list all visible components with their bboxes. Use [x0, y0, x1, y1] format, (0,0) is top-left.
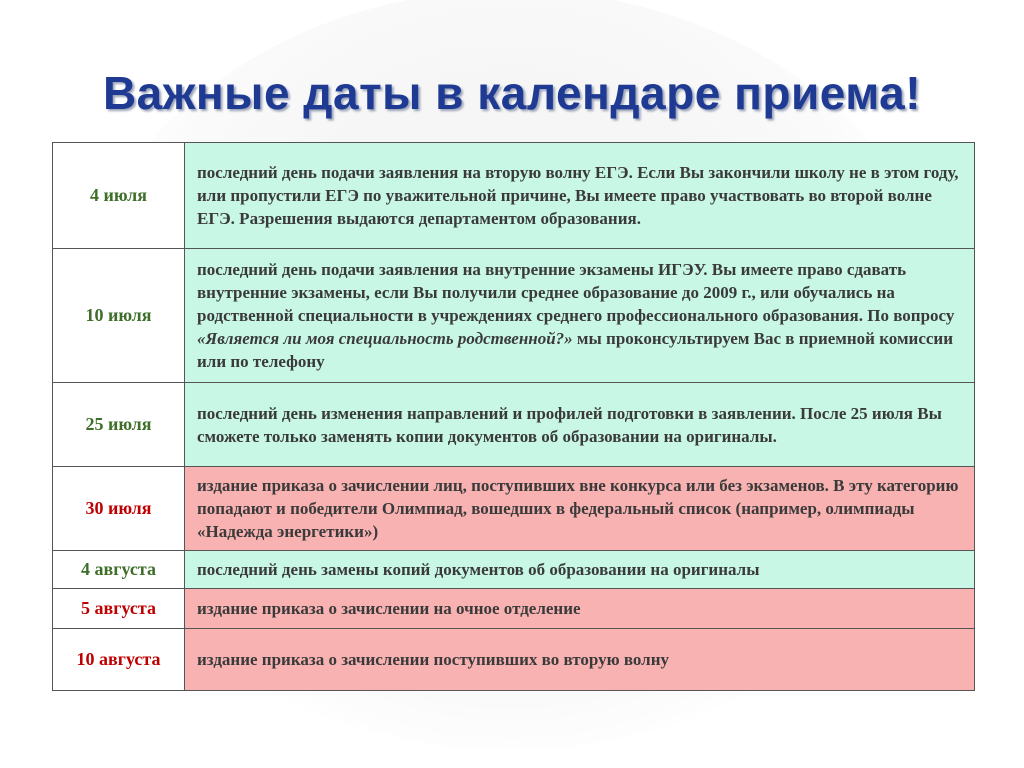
date-cell: 30 июля [53, 467, 185, 551]
table-row [53, 467, 975, 551]
description-cell: издание приказа о зачислении поступивших во вторую волну [185, 629, 975, 691]
table-row [53, 589, 975, 629]
date-cell: 4 июля [53, 143, 185, 249]
date-cell: 10 августа [53, 629, 185, 691]
description-cell: последний день подачи заявления на вторую волну ЕГЭ. Если Вы закончили школу не в этом году, или пропустили ЕГЭ по уважительной причине, Вы имеете право участвовать во второй волне ЕГЭ. Разрешения выдаются департаментом образования. [185, 143, 975, 249]
table-row [53, 249, 975, 383]
date-cell: 25 июля [53, 383, 185, 467]
description-cell: издание приказа о зачислении на очное отделение [185, 589, 975, 629]
description-cell: последний день замены копий документов об образовании на оригиналы [185, 551, 975, 589]
date-cell: 10 июля [53, 249, 185, 383]
description-text: последний день подачи заявления на внутренние экзамены ИГЭУ. Вы имеете право сдавать внутренние экзамены, если Вы получили среднее образование до 2009 г., или обучались на родственной специальности в учреждениях среднего профессионального образования. По вопросу [197, 260, 955, 325]
description-cell [185, 249, 975, 383]
table-row [53, 551, 975, 589]
admission-calendar-table [52, 142, 975, 691]
description-cell: последний день изменения направлений и профилей подготовки в заявлении. После 25 июля Вы сможете только заменять копии документов об образовании на оригиналы. [185, 383, 975, 467]
page-title: Важные даты в календаре приема! [102, 67, 922, 119]
description-text: мы проконсультируем Вас в приемной комиссии или по телефону [197, 329, 954, 371]
date-cell: 4 августа [53, 551, 185, 589]
description-cell: издание приказа о зачислении лиц, поступивших вне конкурса или без экзаменов. В эту категорию попадают и победители Олимпиад, вошедших в федеральный список (например, олимпиады «Надежда энергетики») [185, 467, 975, 551]
description-emphasis: «Является ли моя специальность родственной?» [197, 329, 573, 348]
table-row [53, 143, 975, 249]
date-cell: 5 августа [53, 589, 185, 629]
table-row [53, 383, 975, 467]
table-row [53, 629, 975, 691]
